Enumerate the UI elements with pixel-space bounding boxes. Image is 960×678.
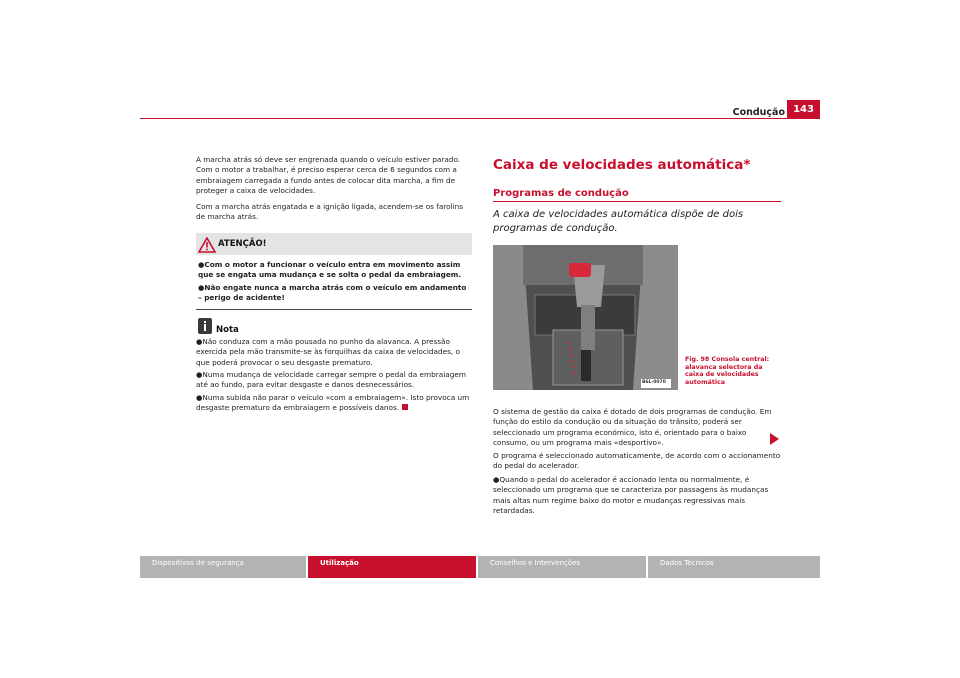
- left-paragraph-1: A marcha atrás só deve ser engrenada quando o veículo estiver parado. Com o motor a trabalhar, é preciso esperar cerca de 6 segundos com a embraiagem carregada a fundo antes de colocar dita marcha, a fim de proteger a caixa de velocidades.: [196, 155, 461, 196]
- chapter-title: Condução: [732, 107, 785, 118]
- warning-item: ●Com o motor a funcionar o veículo entra em movimento assim que se engata uma mudança e se solta o pedal da embraiagem.: [198, 260, 462, 280]
- warning-title: ATENÇÃO!: [218, 239, 267, 249]
- warning-item-text: Com o motor a funcionar o veículo entra em movimento assim que se engata uma mudança e se solta o pedal da embraiagem.: [198, 260, 462, 280]
- warning-item: ●Não engate nunca a marcha atrás com o veículo em andamento – perigo de acidente!: [198, 283, 467, 303]
- subsection-rule: [493, 201, 781, 202]
- footer-tab-utilizacao[interactable]: Utilização: [308, 556, 476, 578]
- page-number: 143: [787, 100, 820, 119]
- right-paragraph-1: O sistema de gestão da caixa é dotado de dois programas de condução. Em função do estilo da condução ou da situação do trânsito, poderá ser seleccionado um programa económico, isto é, orientado para o baixo consumo, ou um programa mais «desportivo».: [493, 407, 772, 448]
- note-item-text: Não conduza com a mão pousada no punho da alavanca. A pressão exercida pela mão transmite-se às forquilhas da caixa de velocidades, o que poderá provocar o seu desgaste prematuro.: [196, 337, 461, 367]
- end-marker-icon: [402, 404, 408, 410]
- right-paragraph-2: O programa é seleccionado automaticamente, de acordo com o accionamento do pedal do acelerador.: [493, 451, 781, 471]
- warning-box: [196, 233, 472, 310]
- next-page-arrow-icon[interactable]: [770, 433, 779, 445]
- note-item-text: Numa mudança de velocidade carregar sempre o pedal da embraiagem até ao fundo, para evitar desgaste e danos desnecessários.: [196, 370, 466, 390]
- footer-tab-seguranca[interactable]: Dispositivos de segurança: [140, 556, 306, 578]
- header-rule: [140, 118, 820, 119]
- subsection-heading: Programas de condução: [493, 188, 629, 199]
- left-paragraph-2: Com a marcha atrás engatada e a ignição ligada, acendem-se os farolins de marcha atrás.: [196, 202, 464, 222]
- warning-item-text: Não engate nunca a marcha atrás com o veículo em andamento – perigo de acidente!: [198, 283, 467, 303]
- section-heading: Caixa de velocidades automática*: [493, 157, 751, 173]
- lead-text: A caixa de velocidades automática dispõe de dois programas de condução.: [493, 209, 744, 234]
- right-bullet-text: Quando o pedal do acelerador é accionado lenta ou normalmente, é seleccionado um programa que se caracteriza por passagens às mudanças mais altas num regime baixo do motor e mudanças regressivas mais retardadas.: [493, 475, 769, 516]
- figure-caption: Fig. 98 Consola central: alavanca selectora da caixa de velocidades automática: [685, 356, 770, 386]
- gear-selector-illustration: [493, 245, 678, 390]
- figure-code: B6L-0070: [642, 380, 666, 385]
- note-item-text: Numa subida não parar o veículo «com a embraiagem». Isto provoca um desgaste prematuro da embraiagem e possíveis danos.: [196, 393, 470, 413]
- warning-triangle-icon: [198, 237, 216, 253]
- right-bullet: ●Quando o pedal do acelerador é accionado lenta ou normalmente, é seleccionado um programa que se caracteriza por passagens às mudanças mais altas num regime baixo do motor e mudanças regressivas mais retardadas.: [493, 475, 769, 516]
- note-item: ●Numa subida não parar o veículo «com a embraiagem». Isto provoca um desgaste prematuro da embraiagem e possíveis danos.: [196, 393, 470, 413]
- footer-tab-conselhos[interactable]: Conselhos e Intervenções: [478, 556, 646, 578]
- figure-gear-selector: [493, 245, 678, 390]
- note-item: ●Numa mudança de velocidade carregar sempre o pedal da embraiagem até ao fundo, para evitar desgaste e danos desnecessários.: [196, 370, 466, 390]
- note-icon: [198, 318, 212, 334]
- note-item: ●Não conduza com a mão pousada no punho da alavanca. A pressão exercida pela mão transmite-se às forquilhas da caixa de velocidades, o que poderá provocar o seu desgaste prematuro.: [196, 337, 461, 367]
- note-title: Nota: [216, 325, 239, 335]
- footer-tab-dados-tecnicos[interactable]: Dados Técnicos: [648, 556, 820, 578]
